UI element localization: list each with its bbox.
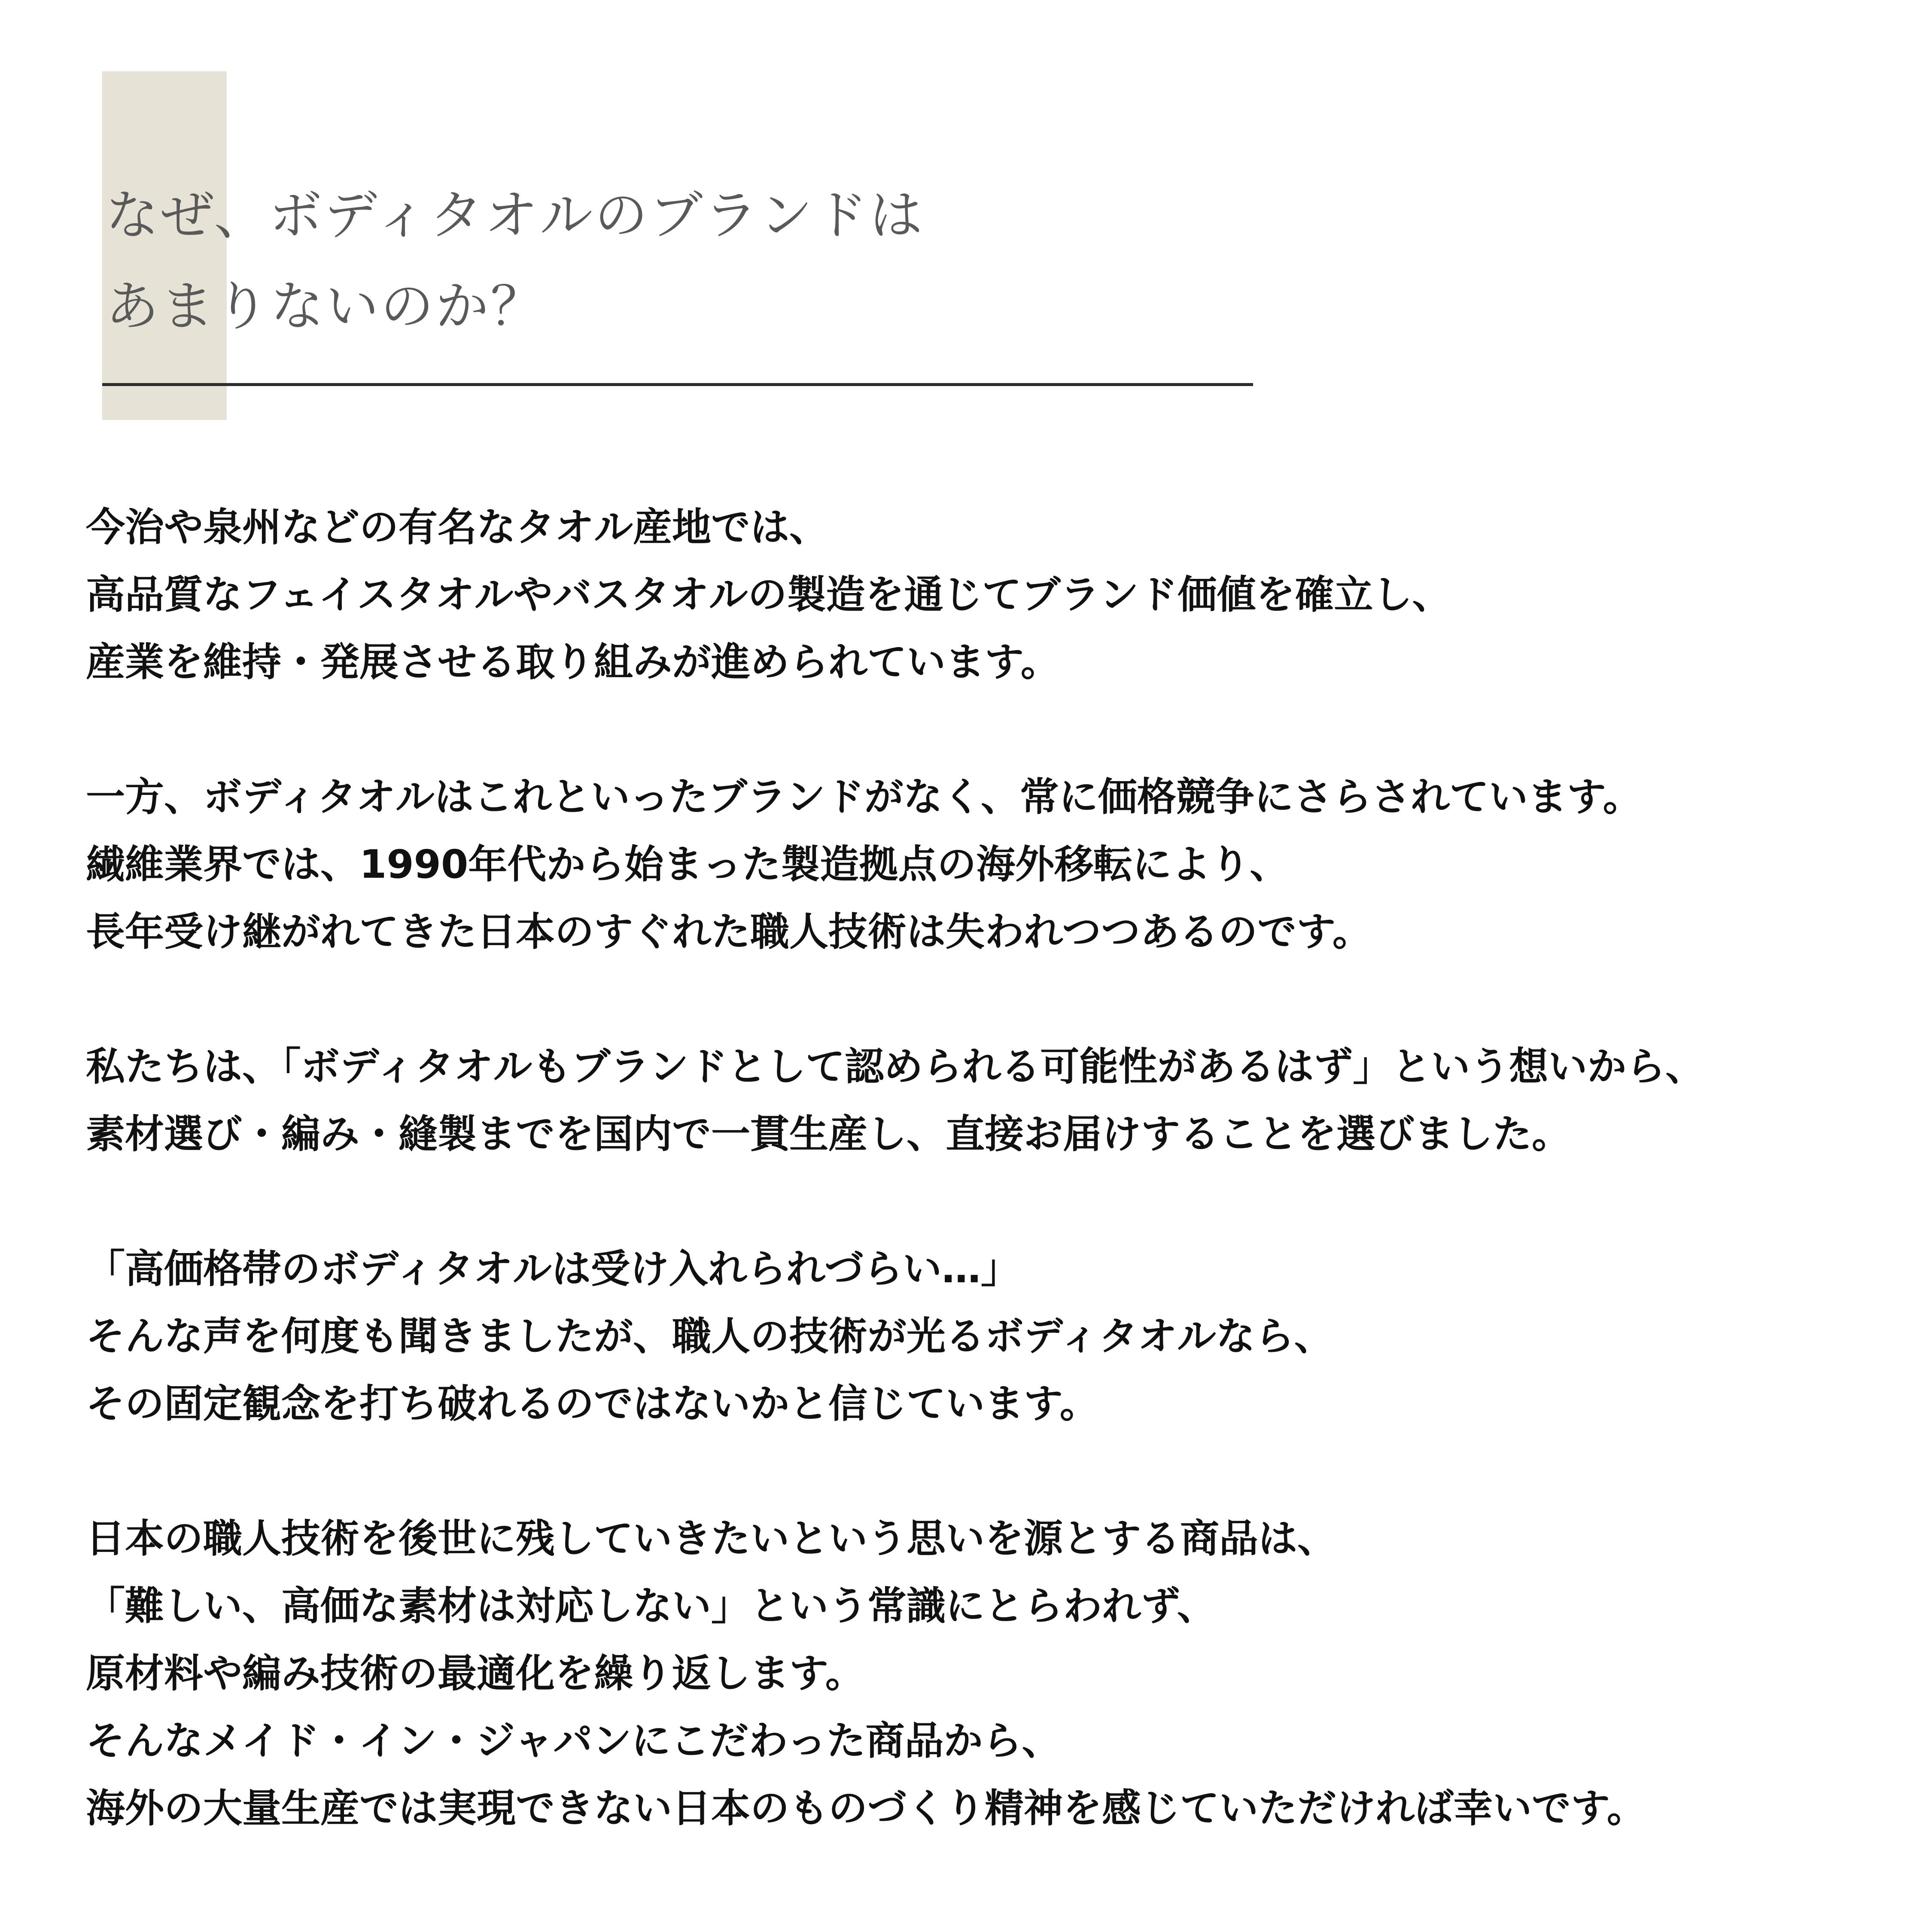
- text-line: 「難しい、高価な素材は対応しない」という常識にとらわれず、: [86, 1584, 1216, 1629]
- text-line: 素材選び・編み・縫製までを国内で一貫生産し、直接お届けすることを選びました。: [86, 1112, 1571, 1157]
- text-line: そんな声を何度も聞きましたが、職人の技術が光るボディタオルなら、: [86, 1314, 1333, 1359]
- text-line: 長年受け継がれてきた日本のすぐれた職人技術は失われつつあるのです。: [86, 910, 1372, 955]
- title-underline: [102, 383, 1253, 386]
- paragraph-body-towel-situation: [86, 764, 1907, 966]
- text-line: 繊維業界では、1990年代から始まった製造拠点の海外移転により、: [86, 842, 1289, 887]
- paragraph-craftsmanship: [86, 1505, 1907, 1842]
- heading-block: [102, 71, 1253, 420]
- body-text: [86, 494, 1907, 1910]
- paragraph-high-price: [86, 1235, 1907, 1438]
- text-line: そんなメイド・イン・ジャパンにこだわった商品から、: [86, 1719, 1061, 1764]
- paragraph-towel-regions: [86, 494, 1907, 696]
- title-line: あまりないのか？: [106, 276, 546, 338]
- text-line: 日本の職人技術を後世に残していきたいという思いを源とする商品は、: [86, 1516, 1337, 1561]
- text-line: 一方、ボディタオルはこれといったブランドがなく、常に価格競争にさらされています。: [86, 775, 1642, 820]
- page-title: [106, 170, 924, 352]
- title-line: なぜ、ボディタオルのブランドは: [106, 185, 925, 246]
- text-line: 海外の大量生産では実現できない日本のものづくり精神を感じていただければ幸いです。: [86, 1786, 1646, 1831]
- text-line: 産業を維持・発展させる取り組みが進められています。: [86, 640, 1060, 685]
- paragraph-our-choice: [86, 1033, 1907, 1168]
- text-line: 原材料や編み技術の最適化を繰り返します。: [86, 1651, 864, 1696]
- text-line: 「高価格帯のボディタオルは受け入れられづらい…」: [86, 1247, 1020, 1292]
- text-line: その固定観念を打ち破れるのではないかと信じています。: [86, 1381, 1099, 1427]
- text-line: 高品質なフェイスタオルやバスタオルの製造を通じてブランド価値を確立し、: [86, 572, 1451, 618]
- text-line: 私たちは、「ボディタオルもブランドとして認められる可能性があるはず」という想いから、: [86, 1044, 1705, 1089]
- text-line: 今治や泉州などの有名なタオル産地では、: [86, 505, 829, 550]
